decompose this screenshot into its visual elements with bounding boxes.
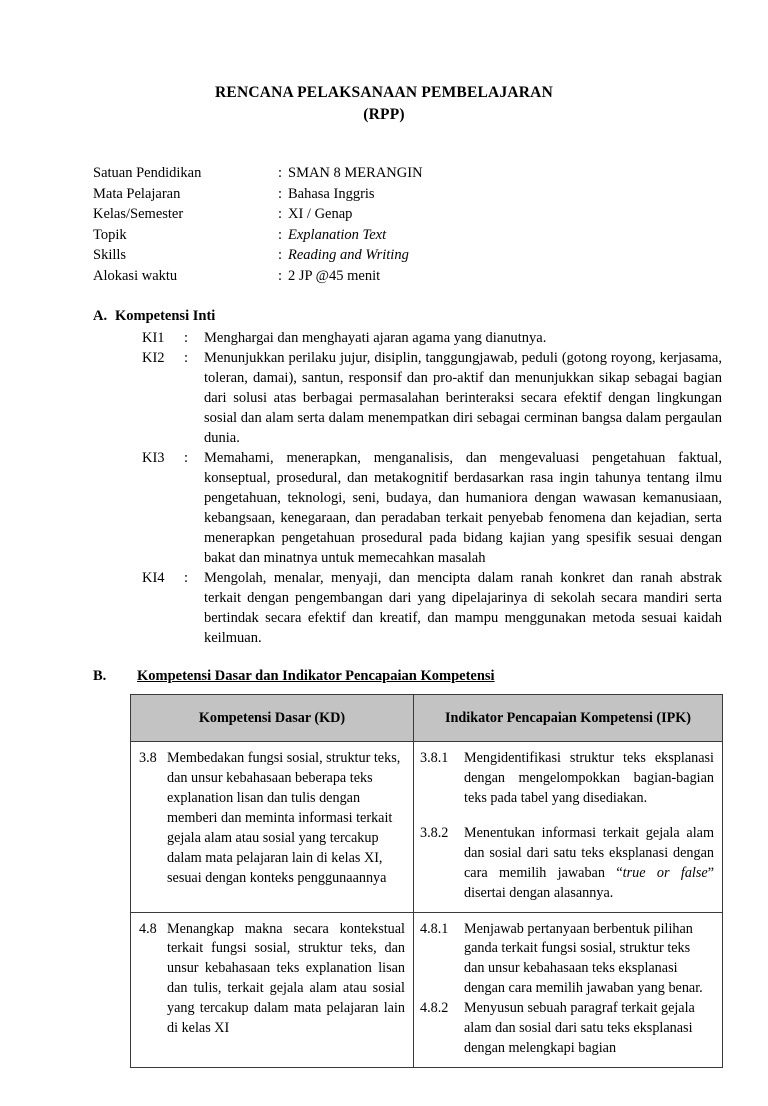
kompetensi-inti-item [142, 328, 722, 348]
section-a-letter: A. [93, 308, 108, 325]
kompetensi-inti-item [142, 448, 722, 568]
table-header-row [131, 695, 723, 742]
ki-code: KI1 [142, 330, 165, 347]
ki-text: Mengolah, menalar, menyaji, dan mencipta dalam ranah konkret dan ranah abstrak terkait dengan pengembangan dari yang dipelajarinya di sekolah secara mandiri serta bertindak secara efektif dan kreatif, dan mampu menggunakan metoda sesuai kaidah keilmuan. [204, 570, 722, 647]
ki-code: KI2 [142, 350, 165, 367]
identity-label: Skills [93, 247, 127, 264]
kd-number: 4.8 [139, 920, 157, 937]
indicator-text: Menjawab pertanyaan berbentuk pilihan ganda terkait fungsi sosial, struktur teks dan unsur kebahasaan teks eksplanasi dengan cara memilih jawaban yang benar. [464, 920, 703, 997]
page-title [0, 82, 768, 127]
indicator-text: ” disertai dengan alasannya. [464, 864, 714, 901]
identity-separator: : [278, 247, 283, 264]
identity-value: 2 JP @45 menit [288, 267, 381, 284]
identity-label: Kelas/Semester [93, 206, 184, 223]
identity-label: Mata Pelajaran [93, 185, 181, 202]
ipk-text [464, 999, 714, 1059]
title-line-1: RENCANA PELAKSANAAN PEMBELAJARAN [215, 84, 553, 101]
identity-value: Bahasa Inggris [288, 185, 375, 202]
section-b-heading [93, 668, 722, 685]
identity-row [93, 245, 768, 266]
ipk-number: 4.8.1 [420, 920, 449, 937]
identity-label: Topik [93, 226, 127, 243]
ki-colon: : [184, 350, 189, 367]
identity-separator: : [278, 226, 283, 243]
identity-label: Alokasi waktu [93, 267, 178, 284]
ipk-item [420, 999, 714, 1059]
table-row [131, 742, 723, 912]
identity-row [93, 266, 768, 287]
document-page [0, 82, 768, 1106]
kompetensi-inti-item [142, 348, 722, 448]
identity-row [93, 163, 768, 184]
indicator-text: Menentukan informasi terkait gejala alam dan sosial dari satu teks eksplanasi dengan cara memilih jawaban “ [464, 825, 714, 881]
ki-code: KI3 [142, 450, 165, 467]
section-b-title: Kompetensi Dasar dan Indikator Pencapaian Kompetensi [137, 668, 495, 685]
ipk-item [420, 920, 714, 1000]
ipk-cell [414, 912, 723, 1067]
kd-cell [131, 742, 414, 912]
table-header-ipk: Indikator Pencapaian Kompetensi (IPK) [414, 695, 723, 742]
kd-item [139, 920, 405, 1039]
identity-separator: : [278, 267, 283, 284]
ipk-number: 3.8.1 [420, 750, 449, 767]
kd-number: 3.8 [139, 750, 157, 767]
identity-row [93, 184, 768, 205]
identity-block [93, 163, 768, 286]
section-a-title: Kompetensi Inti [115, 308, 216, 325]
indicator-text: Menyusun sebuah paragraf terkait gejala alam dan sosial dari satu teks eksplanasi dengan melengkapi bagian [464, 1000, 695, 1056]
kd-text: Menangkap makna secara kontekstual terkait fungsi sosial, struktur teks, dan unsur kebahasaan teks explanation lisan dan tulis, terkait gejala alam atau sosial yang tercakup dalam mata pelajaran lain di kelas XI [167, 920, 405, 1036]
ipk-text [464, 824, 714, 904]
identity-separator: : [278, 185, 283, 202]
section-kompetensi-inti [93, 308, 722, 648]
identity-separator: : [278, 164, 283, 181]
ipk-item [420, 749, 714, 809]
ki-colon: : [184, 330, 189, 347]
table-header-kd: Kompetensi Dasar (KD) [131, 695, 414, 742]
identity-value: Reading and Writing [288, 247, 409, 264]
ki-code: KI4 [142, 570, 165, 587]
title-line-2: (RPP) [363, 106, 405, 124]
ki-text: Menunjukkan perilaku jujur, disiplin, tanggungjawab, peduli (gotong royong, kerjasama, toleran, damai), santun, responsif dan pro-aktif dan menunjukkan sikap sebagai bagian dari solusi atas berbagai permasalahan berinteraksi secara efektif dengan lingkungan sosial dan alam serta dalam menempatkan diri sebagai cerminan bangsa dalam pergaulan dunia. [204, 350, 722, 447]
ipk-text [464, 920, 714, 1000]
kd-ipk-table [130, 694, 723, 1067]
kompetensi-inti-item [142, 568, 722, 648]
ipk-cell [414, 742, 723, 912]
identity-value: SMAN 8 MERANGIN [288, 164, 423, 181]
ki-colon: : [184, 450, 189, 467]
kompetensi-inti-list [142, 328, 722, 648]
ki-text: Menghargai dan menghayati ajaran agama yang dianutnya. [204, 330, 547, 347]
identity-separator: : [278, 206, 283, 223]
ki-text: Memahami, menerapkan, menganalisis, dan mengevaluasi pengetahuan faktual, konseptual, prosedural, dan metakognitif berdasarkan rasa ingin tahunya tentang ilmu pengetahuan, teknologi, seni, budaya, dan humaniora dengan wawasan kemanusiaan, kebangsaan, kenegaraan, dan peradaban terkait penyebab fenomena dan kejadian, serta menerapkan pengetahuan prosedural pada bidang kajian yang spesifik sesuai dengan bakat dan minatnya untuk memecahkan masalah [204, 450, 722, 567]
ipk-number: 4.8.2 [420, 1000, 449, 1017]
kd-ipk-table-wrapper [130, 694, 722, 1067]
kd-cell [131, 912, 414, 1067]
ipk-number: 3.8.2 [420, 825, 449, 842]
section-kompetensi-dasar [93, 668, 722, 685]
section-a-heading [93, 308, 722, 325]
ipk-text [464, 749, 714, 809]
table-row [131, 912, 723, 1067]
section-b-letter: B. [93, 668, 107, 685]
identity-row [93, 204, 768, 225]
identity-label: Satuan Pendidikan [93, 164, 202, 181]
ipk-item [420, 824, 714, 904]
identity-row [93, 225, 768, 246]
indicator-text: Mengidentifikasi struktur teks eksplanasi dengan mengelompokkan bagian-bagian teks pada tabel yang disediakan. [464, 750, 714, 807]
ki-colon: : [184, 570, 189, 587]
identity-value: Explanation Text [288, 226, 387, 243]
identity-value: XI / Genap [288, 206, 353, 223]
kd-text: Membedakan fungsi sosial, struktur teks, dan unsur kebahasaan beberapa teks explanation lisan dan tulis dengan memberi dan meminta informasi terkait gejala alam atau sosial yang tercakup dalam mata pelajaran lain di kelas XI, sesuai dengan konteks penggunaannya [167, 750, 401, 886]
indicator-text-italic: true or false [622, 864, 708, 881]
kd-item [139, 749, 405, 888]
